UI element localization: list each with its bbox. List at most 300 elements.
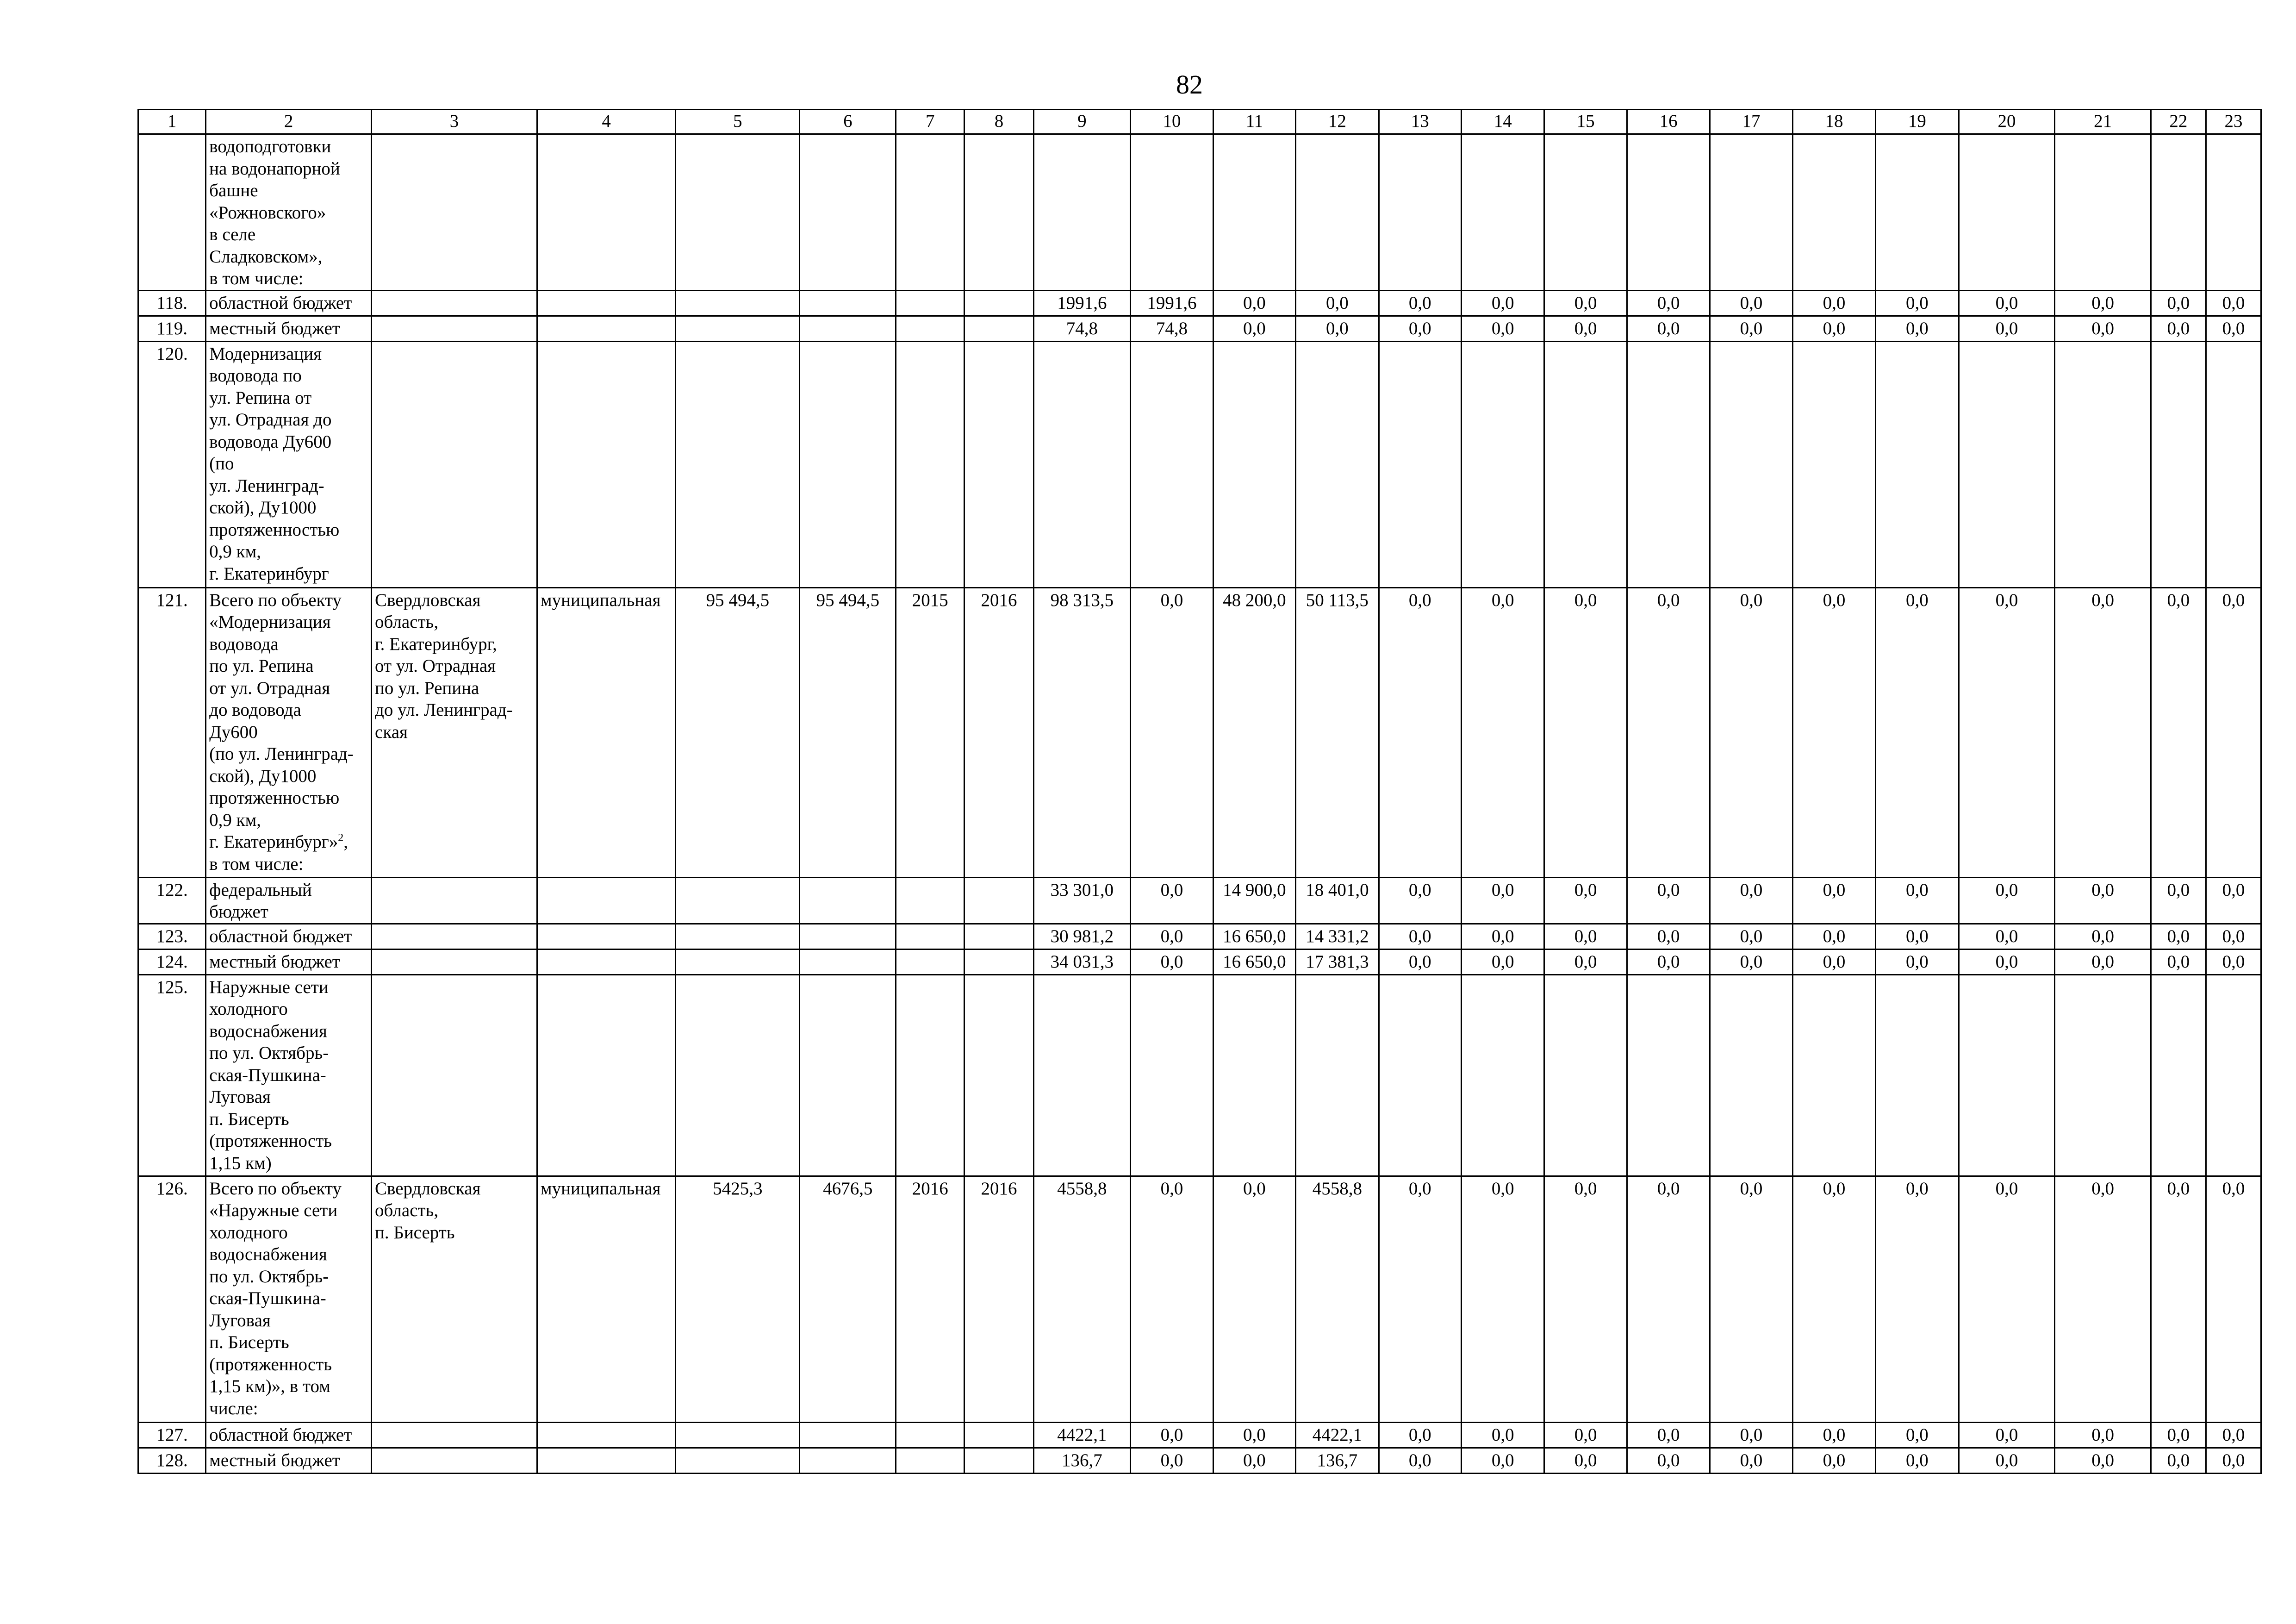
item-name [206,1176,372,1422]
row-number: 124. [138,949,206,974]
value-cell-22: 0,0 [2151,877,2206,924]
value-cell-22: 0,0 [2151,924,2206,949]
value-cell-22 [2151,974,2206,1176]
value-cell-21: 0,0 [2055,877,2151,924]
item-name-text: областной бюджет [209,926,352,946]
value-cell-20 [1959,134,2055,291]
start-year-cell [896,1422,964,1448]
value-cell-10 [1131,341,1213,587]
contract-cost-cell [800,341,896,587]
start-year-cell [896,316,964,341]
contract-cost-cell [800,949,896,974]
value-cell-20: 0,0 [1959,949,2055,974]
value-cell-11 [1213,134,1295,291]
table-row [138,924,2261,949]
value-cell-22: 0,0 [2151,1176,2206,1422]
value-cell-19 [1876,974,1959,1176]
header-cell-2: 2 [206,110,372,134]
value-cell-16: 0,0 [1627,316,1710,341]
value-cell-13: 0,0 [1379,1176,1461,1422]
estimated-cost-cell: 95 494,5 [676,587,800,877]
contract-cost-cell [800,924,896,949]
value-cell-18: 0,0 [1792,587,1875,877]
item-name-text: Всего по объекту «Наружные сети холодного водоснабжения по ул. Октябрь- ская-Пушкина- Луговая п. Бисерть (протяженность 1,15 км)», в том числе: [209,1178,342,1418]
table-row [138,949,2261,974]
contract-cost-cell [800,1448,896,1473]
value-cell-14 [1461,134,1544,291]
value-cell-20: 0,0 [1959,316,2055,341]
estimated-cost-cell [676,1448,800,1473]
value-cell-13: 0,0 [1379,316,1461,341]
start-year-cell [896,290,964,316]
header-cell-14: 14 [1461,110,1544,134]
value-cell-13: 0,0 [1379,949,1461,974]
table-row [138,1176,2261,1422]
value-cell-21: 0,0 [2055,949,2151,974]
item-name [206,1422,372,1448]
value-cell-14: 0,0 [1461,1176,1544,1422]
location-cell [372,316,537,341]
value-cell-17: 0,0 [1710,877,1792,924]
table-row [138,587,2261,877]
budget-table [137,109,2262,1474]
end-year-cell [964,341,1033,587]
row-number: 118. [138,290,206,316]
table-row [138,1448,2261,1473]
start-year-cell [896,949,964,974]
value-cell-11: 0,0 [1213,1176,1295,1422]
value-cell-13 [1379,134,1461,291]
item-name-text: водоподготовки на водонапорной башне «Рожновского» в селе Сладковском», в том числе: [209,137,340,288]
value-cell-10: 0,0 [1131,1448,1213,1473]
estimated-cost-cell [676,341,800,587]
value-cell-17: 0,0 [1710,290,1792,316]
value-cell-11 [1213,341,1295,587]
value-cell-16: 0,0 [1627,290,1710,316]
value-cell-18: 0,0 [1792,924,1875,949]
value-cell-19 [1876,341,1959,587]
location-cell [372,949,537,974]
value-cell-22: 0,0 [2151,1448,2206,1473]
value-cell-16 [1627,134,1710,291]
header-cell-4: 4 [537,110,675,134]
estimated-cost-cell [676,1422,800,1448]
ownership-cell [537,1422,675,1448]
value-cell-10: 1991,6 [1131,290,1213,316]
value-cell-13: 0,0 [1379,1448,1461,1473]
item-name [206,1448,372,1473]
value-cell-16 [1627,974,1710,1176]
contract-cost-cell: 4676,5 [800,1176,896,1422]
value-cell-12 [1296,341,1379,587]
location-cell [372,134,537,291]
value-cell-11 [1213,974,1295,1176]
ownership-cell [537,949,675,974]
value-cell-17 [1710,341,1792,587]
value-cell-19: 0,0 [1876,1448,1959,1473]
start-year-cell: 2015 [896,587,964,877]
end-year-cell: 2016 [964,1176,1033,1422]
value-cell-12: 4422,1 [1296,1422,1379,1448]
estimated-cost-cell [676,290,800,316]
item-name [206,341,372,587]
value-cell-17: 0,0 [1710,587,1792,877]
start-year-cell [896,974,964,1176]
value-cell-20: 0,0 [1959,1422,2055,1448]
value-cell-19 [1876,134,1959,291]
value-cell-20 [1959,974,2055,1176]
value-cell-11: 0,0 [1213,1422,1295,1448]
header-cell-9: 9 [1033,110,1131,134]
item-name-text: местный бюджет [209,951,340,972]
value-cell-18: 0,0 [1792,290,1875,316]
value-cell-22: 0,0 [2151,587,2206,877]
value-cell-9: 136,7 [1033,1448,1131,1473]
table-row [138,316,2261,341]
value-cell-12 [1296,134,1379,291]
value-cell-9: 30 981,2 [1033,924,1131,949]
location-cell [372,877,537,924]
header-cell-8: 8 [964,110,1033,134]
value-cell-12: 0,0 [1296,290,1379,316]
location-cell [372,341,537,587]
value-cell-15 [1544,341,1627,587]
end-year-cell [964,924,1033,949]
header-row [138,110,2261,134]
start-year-cell [896,341,964,587]
value-cell-21 [2055,341,2151,587]
estimated-cost-cell [676,877,800,924]
value-cell-9 [1033,341,1131,587]
ownership-cell: муниципальная [537,1176,675,1422]
value-cell-15: 0,0 [1544,587,1627,877]
value-cell-12: 17 381,3 [1296,949,1379,974]
value-cell-19: 0,0 [1876,877,1959,924]
end-year-cell [964,290,1033,316]
item-name [206,587,372,877]
value-cell-22: 0,0 [2151,1422,2206,1448]
value-cell-15 [1544,134,1627,291]
item-name-tail: , в том числе: [209,832,348,874]
value-cell-23: 0,0 [2206,290,2261,316]
start-year-cell [896,134,964,291]
item-name-text: местный бюджет [209,1450,340,1470]
value-cell-14: 0,0 [1461,877,1544,924]
value-cell-18 [1792,974,1875,1176]
location-cell [372,974,537,1176]
header-cell-15: 15 [1544,110,1627,134]
start-year-cell: 2016 [896,1176,964,1422]
item-name [206,949,372,974]
item-name [206,924,372,949]
value-cell-16: 0,0 [1627,949,1710,974]
table-row [138,290,2261,316]
value-cell-12 [1296,974,1379,1176]
item-name-text: областной бюджет [209,293,352,313]
estimated-cost-cell [676,134,800,291]
value-cell-21: 0,0 [2055,290,2151,316]
end-year-cell [964,1448,1033,1473]
value-cell-19: 0,0 [1876,1422,1959,1448]
value-cell-13: 0,0 [1379,290,1461,316]
value-cell-15 [1544,974,1627,1176]
value-cell-21: 0,0 [2055,1176,2151,1422]
estimated-cost-cell: 5425,3 [676,1176,800,1422]
item-name [206,134,372,291]
value-cell-20: 0,0 [1959,587,2055,877]
value-cell-16: 0,0 [1627,1448,1710,1473]
item-name-text: областной бюджет [209,1424,352,1445]
table-row [138,134,2261,291]
value-cell-15: 0,0 [1544,949,1627,974]
value-cell-10 [1131,974,1213,1176]
value-cell-21: 0,0 [2055,587,2151,877]
value-cell-10: 0,0 [1131,949,1213,974]
value-cell-18: 0,0 [1792,316,1875,341]
value-cell-14: 0,0 [1461,949,1544,974]
end-year-cell [964,316,1033,341]
header-cell-13: 13 [1379,110,1461,134]
page-number: 82 [1176,69,1203,100]
value-cell-20: 0,0 [1959,877,2055,924]
end-year-cell [964,134,1033,291]
table-row [138,1422,2261,1448]
value-cell-15: 0,0 [1544,316,1627,341]
value-cell-22 [2151,134,2206,291]
value-cell-15: 0,0 [1544,1422,1627,1448]
header-cell-3: 3 [372,110,537,134]
end-year-cell [964,877,1033,924]
value-cell-12: 50 113,5 [1296,587,1379,877]
location-cell [372,1422,537,1448]
value-cell-23 [2206,134,2261,291]
value-cell-15: 0,0 [1544,1448,1627,1473]
value-cell-18: 0,0 [1792,1176,1875,1422]
value-cell-15: 0,0 [1544,290,1627,316]
item-name-text: местный бюджет [209,318,340,338]
contract-cost-cell [800,1422,896,1448]
value-cell-13: 0,0 [1379,877,1461,924]
value-cell-23: 0,0 [2206,949,2261,974]
header-cell-23: 23 [2206,110,2261,134]
value-cell-14 [1461,341,1544,587]
value-cell-20: 0,0 [1959,924,2055,949]
estimated-cost-cell [676,924,800,949]
end-year-cell [964,1422,1033,1448]
value-cell-16: 0,0 [1627,924,1710,949]
value-cell-15: 0,0 [1544,924,1627,949]
row-number: 123. [138,924,206,949]
value-cell-18: 0,0 [1792,877,1875,924]
value-cell-9: 1991,6 [1033,290,1131,316]
row-number: 119. [138,316,206,341]
value-cell-21: 0,0 [2055,316,2151,341]
value-cell-10: 0,0 [1131,1422,1213,1448]
value-cell-17: 0,0 [1710,924,1792,949]
value-cell-11: 0,0 [1213,1448,1295,1473]
value-cell-18: 0,0 [1792,1448,1875,1473]
value-cell-14: 0,0 [1461,290,1544,316]
value-cell-17 [1710,134,1792,291]
value-cell-19: 0,0 [1876,290,1959,316]
start-year-cell [896,924,964,949]
value-cell-17 [1710,974,1792,1176]
value-cell-12: 4558,8 [1296,1176,1379,1422]
value-cell-19: 0,0 [1876,587,1959,877]
header-cell-5: 5 [676,110,800,134]
row-number [138,134,206,291]
item-name [206,877,372,924]
footnote-mark: 2 [338,832,344,844]
value-cell-23: 0,0 [2206,1422,2261,1448]
value-cell-10: 0,0 [1131,587,1213,877]
value-cell-16: 0,0 [1627,877,1710,924]
value-cell-21: 0,0 [2055,924,2151,949]
value-cell-17: 0,0 [1710,949,1792,974]
value-cell-11: 16 650,0 [1213,924,1295,949]
value-cell-13 [1379,341,1461,587]
header-cell-20: 20 [1959,110,2055,134]
value-cell-9: 98 313,5 [1033,587,1131,877]
value-cell-20 [1959,341,2055,587]
value-cell-11: 0,0 [1213,290,1295,316]
start-year-cell [896,1448,964,1473]
value-cell-16 [1627,341,1710,587]
location-cell: Свердловская область, г. Екатеринбург, от ул. Отрадная по ул. Репина до ул. Ленинград- ская [372,587,537,877]
value-cell-16: 0,0 [1627,587,1710,877]
item-name-text: федеральный бюджет [209,880,312,922]
value-cell-22: 0,0 [2151,316,2206,341]
item-name [206,316,372,341]
value-cell-17: 0,0 [1710,1422,1792,1448]
value-cell-9: 4558,8 [1033,1176,1131,1422]
item-name [206,974,372,1176]
row-number: 121. [138,587,206,877]
header-cell-22: 22 [2151,110,2206,134]
header-cell-19: 19 [1876,110,1959,134]
value-cell-14 [1461,974,1544,1176]
value-cell-23: 0,0 [2206,1176,2261,1422]
header-cell-17: 17 [1710,110,1792,134]
value-cell-12: 14 331,2 [1296,924,1379,949]
value-cell-20: 0,0 [1959,290,2055,316]
value-cell-18: 0,0 [1792,1422,1875,1448]
value-cell-19: 0,0 [1876,1176,1959,1422]
header-cell-21: 21 [2055,110,2151,134]
ownership-cell [537,316,675,341]
ownership-cell [537,290,675,316]
value-cell-11: 16 650,0 [1213,949,1295,974]
header-cell-6: 6 [800,110,896,134]
row-number: 128. [138,1448,206,1473]
row-number: 122. [138,877,206,924]
table-row [138,974,2261,1176]
end-year-cell: 2016 [964,587,1033,877]
value-cell-17: 0,0 [1710,316,1792,341]
ownership-cell [537,134,675,291]
row-number: 125. [138,974,206,1176]
value-cell-17: 0,0 [1710,1176,1792,1422]
location-cell [372,290,537,316]
value-cell-19: 0,0 [1876,924,1959,949]
value-cell-23: 0,0 [2206,877,2261,924]
value-cell-20: 0,0 [1959,1448,2055,1473]
location-cell [372,924,537,949]
value-cell-22: 0,0 [2151,290,2206,316]
value-cell-10: 74,8 [1131,316,1213,341]
value-cell-9: 33 301,0 [1033,877,1131,924]
value-cell-10: 0,0 [1131,924,1213,949]
value-cell-16: 0,0 [1627,1176,1710,1422]
contract-cost-cell [800,974,896,1176]
table-row [138,877,2261,924]
value-cell-21 [2055,134,2151,291]
value-cell-14: 0,0 [1461,587,1544,877]
ownership-cell [537,924,675,949]
value-cell-10: 0,0 [1131,877,1213,924]
value-cell-21 [2055,974,2151,1176]
value-cell-12: 0,0 [1296,316,1379,341]
value-cell-14: 0,0 [1461,1422,1544,1448]
value-cell-22: 0,0 [2151,949,2206,974]
start-year-cell [896,877,964,924]
header-cell-18: 18 [1792,110,1875,134]
value-cell-23: 0,0 [2206,924,2261,949]
estimated-cost-cell [676,949,800,974]
value-cell-13 [1379,974,1461,1176]
row-number: 126. [138,1176,206,1422]
contract-cost-cell: 95 494,5 [800,587,896,877]
item-name-text: Модернизация водовода по ул. Репина от ул. Отрадная до водовода Ду600 (по ул. Ленинград- ской), Ду1000 протяженностью 0,9 км, г. Екатеринбург [209,344,340,584]
estimated-cost-cell [676,316,800,341]
estimated-cost-cell [676,974,800,1176]
ownership-cell [537,877,675,924]
header-cell-16: 16 [1627,110,1710,134]
ownership-cell [537,341,675,587]
value-cell-23: 0,0 [2206,1448,2261,1473]
value-cell-11: 14 900,0 [1213,877,1295,924]
value-cell-13: 0,0 [1379,587,1461,877]
value-cell-11: 0,0 [1213,316,1295,341]
table-row [138,341,2261,587]
item-name [206,290,372,316]
end-year-cell [964,974,1033,1176]
value-cell-23 [2206,341,2261,587]
contract-cost-cell [800,134,896,291]
value-cell-14: 0,0 [1461,1448,1544,1473]
value-cell-19: 0,0 [1876,949,1959,974]
contract-cost-cell [800,877,896,924]
value-cell-20: 0,0 [1959,1176,2055,1422]
value-cell-16: 0,0 [1627,1422,1710,1448]
contract-cost-cell [800,316,896,341]
value-cell-13: 0,0 [1379,924,1461,949]
header-cell-7: 7 [896,110,964,134]
value-cell-23: 0,0 [2206,587,2261,877]
value-cell-12: 136,7 [1296,1448,1379,1473]
value-cell-15: 0,0 [1544,1176,1627,1422]
value-cell-12: 18 401,0 [1296,877,1379,924]
row-number: 127. [138,1422,206,1448]
ownership-cell [537,1448,675,1473]
value-cell-9: 34 031,3 [1033,949,1131,974]
location-cell: Свердловская область, п. Бисерть [372,1176,537,1422]
value-cell-9 [1033,134,1131,291]
item-name-text: Наружные сети холодного водоснабжения по ул. Октябрь- ская-Пушкина- Луговая п. Бисерть (протяженность 1,15 км) [209,977,332,1173]
ownership-cell [537,974,675,1176]
end-year-cell [964,949,1033,974]
value-cell-18 [1792,341,1875,587]
